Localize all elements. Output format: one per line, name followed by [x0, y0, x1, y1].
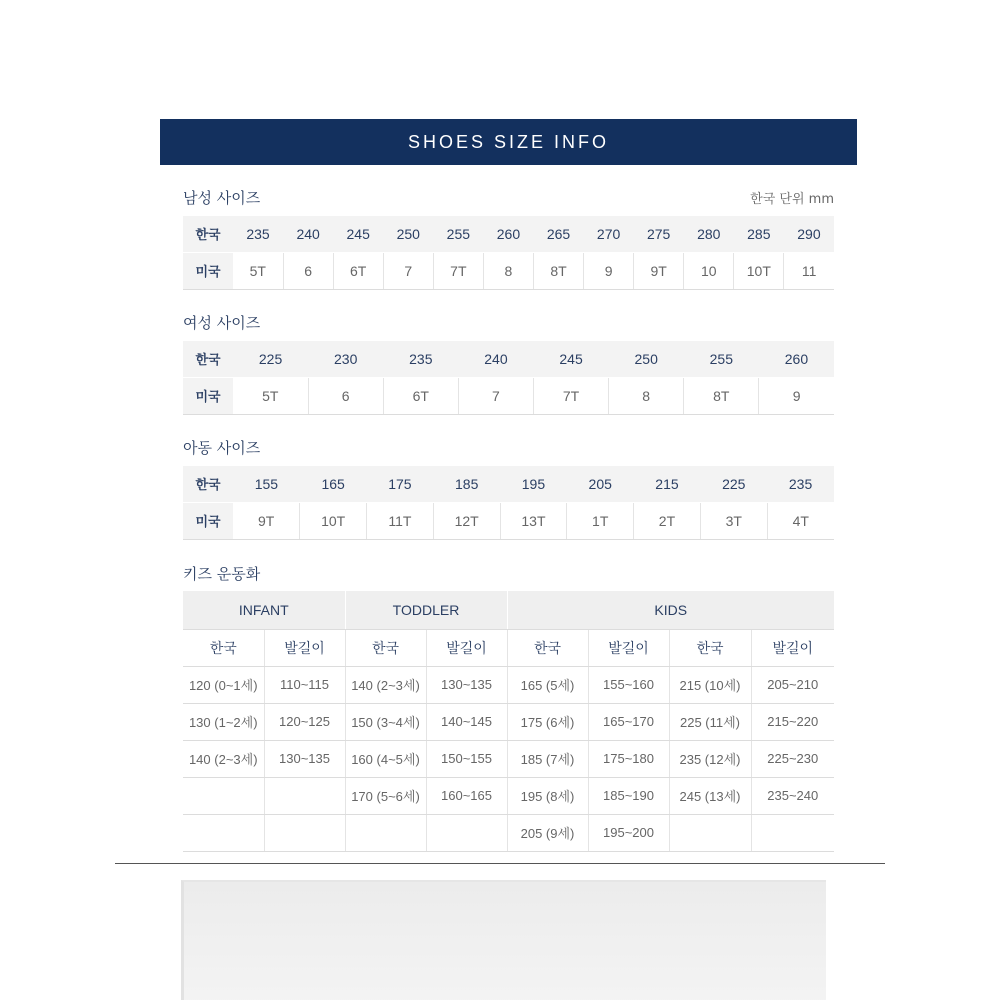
- table-cell: 140 (2~3세): [183, 740, 264, 777]
- table-cell: 195 (8세): [507, 777, 588, 814]
- table-cell: 265: [533, 216, 583, 252]
- table-cell: 175 (6세): [507, 703, 588, 740]
- table-cell: 7T: [534, 377, 609, 414]
- table-cell: 235~240: [751, 777, 834, 814]
- table-cell: 205: [567, 466, 634, 502]
- table-cell: 130~135: [264, 740, 345, 777]
- table-cell: 13T: [500, 502, 567, 539]
- table-cell: 205 (9세): [507, 814, 588, 851]
- table-cell: 150 (3~4세): [345, 703, 426, 740]
- table-cell: 7: [383, 252, 433, 289]
- table-cell: 255: [684, 341, 759, 377]
- group-kids: KIDS: [507, 591, 834, 629]
- children-us-row: [183, 502, 834, 539]
- children-size-title: 아동 사이즈: [183, 439, 261, 457]
- table-cell: 3T: [700, 502, 767, 539]
- table-cell: 120~125: [264, 703, 345, 740]
- sub-header: 한국: [183, 629, 264, 666]
- women-size-table: [183, 341, 834, 415]
- table-cell: 225~230: [751, 740, 834, 777]
- table-cell: 155~160: [588, 666, 669, 703]
- table-cell: 8: [609, 377, 684, 414]
- table-cell: 275: [634, 216, 684, 252]
- table-cell: 225: [700, 466, 767, 502]
- table-cell: 280: [684, 216, 734, 252]
- table-cell: 9: [584, 252, 634, 289]
- table-cell: 2T: [634, 502, 701, 539]
- table-row: [183, 703, 834, 740]
- table-cell: 130~135: [426, 666, 507, 703]
- table-cell: 8T: [684, 377, 759, 414]
- table-cell: 285: [734, 216, 784, 252]
- table-cell: 235: [233, 216, 283, 252]
- table-cell: 4T: [767, 502, 834, 539]
- table-cell: 7: [458, 377, 533, 414]
- table-cell: 9T: [233, 502, 300, 539]
- table-cell: 6: [283, 252, 333, 289]
- women-size-title: 여성 사이즈: [183, 314, 261, 332]
- table-cell: 160 (4~5세): [345, 740, 426, 777]
- men-us-row: [183, 252, 834, 289]
- table-cell: 140 (2~3세): [345, 666, 426, 703]
- table-cell: 140~145: [426, 703, 507, 740]
- table-cell: 165 (5세): [507, 666, 588, 703]
- unit-note: 한국 단위 mm: [750, 192, 834, 207]
- table-cell: 195: [500, 466, 567, 502]
- table-cell: [183, 814, 264, 851]
- sub-header: 발길이: [588, 629, 669, 666]
- sub-header: 한국: [507, 629, 588, 666]
- table-cell: 160~165: [426, 777, 507, 814]
- table-cell: 5T: [233, 377, 308, 414]
- table-cell: 185 (7세): [507, 740, 588, 777]
- children-kr-row: [183, 466, 834, 502]
- table-cell: [183, 777, 264, 814]
- sub-header: 한국: [669, 629, 751, 666]
- table-cell: 9: [759, 377, 834, 414]
- table-cell: 195~200: [588, 814, 669, 851]
- table-cell: 12T: [433, 502, 500, 539]
- row-label-us: 미국: [183, 502, 233, 539]
- table-cell: 245: [534, 341, 609, 377]
- kids-shoes-table: [183, 591, 834, 852]
- table-cell: 11T: [367, 502, 434, 539]
- table-row: [183, 666, 834, 703]
- table-cell: 250: [609, 341, 684, 377]
- bottom-image-panel: [181, 880, 826, 1000]
- table-cell: [426, 814, 507, 851]
- kids-group-header-row: [183, 591, 834, 629]
- table-cell: 6T: [383, 377, 458, 414]
- row-label-kr: 한국: [183, 216, 233, 252]
- table-cell: 150~155: [426, 740, 507, 777]
- table-cell: 1T: [567, 502, 634, 539]
- table-cell: 5T: [233, 252, 283, 289]
- group-infant: INFANT: [183, 591, 345, 629]
- table-cell: 185~190: [588, 777, 669, 814]
- table-cell: [669, 814, 751, 851]
- women-us-row: [183, 377, 834, 414]
- table-cell: 10: [684, 252, 734, 289]
- table-cell: [264, 814, 345, 851]
- table-cell: 11: [784, 252, 834, 289]
- group-toddler: TODDLER: [345, 591, 507, 629]
- row-label-kr: 한국: [183, 466, 233, 502]
- table-cell: 260: [759, 341, 834, 377]
- sub-header: 발길이: [426, 629, 507, 666]
- table-cell: 165~170: [588, 703, 669, 740]
- table-cell: 225: [233, 341, 308, 377]
- table-row: [183, 814, 834, 851]
- table-cell: 10T: [300, 502, 367, 539]
- children-size-table: [183, 466, 834, 540]
- table-cell: 215 (10세): [669, 666, 751, 703]
- table-cell: 175: [367, 466, 434, 502]
- table-cell: 240: [283, 216, 333, 252]
- table-cell: 170 (5~6세): [345, 777, 426, 814]
- table-cell: 235: [767, 466, 834, 502]
- table-cell: 205~210: [751, 666, 834, 703]
- horizontal-divider: [115, 863, 885, 864]
- kids-shoes-title: 키즈 운동화: [183, 565, 261, 583]
- table-row: [183, 777, 834, 814]
- table-cell: 235 (12세): [669, 740, 751, 777]
- table-cell: 6T: [333, 252, 383, 289]
- men-size-title: 남성 사이즈: [183, 189, 261, 207]
- table-cell: 240: [458, 341, 533, 377]
- men-size-table: [183, 216, 834, 290]
- table-cell: 130 (1~2세): [183, 703, 264, 740]
- table-cell: [264, 777, 345, 814]
- table-cell: 225 (11세): [669, 703, 751, 740]
- table-cell: 7T: [433, 252, 483, 289]
- women-kr-row: [183, 341, 834, 377]
- row-label-us: 미국: [183, 252, 233, 289]
- table-cell: 230: [308, 341, 383, 377]
- table-cell: 260: [483, 216, 533, 252]
- sub-header: 발길이: [264, 629, 345, 666]
- table-cell: 245: [333, 216, 383, 252]
- table-cell: 9T: [634, 252, 684, 289]
- table-cell: 215: [634, 466, 701, 502]
- table-cell: 165: [300, 466, 367, 502]
- table-cell: 215~220: [751, 703, 834, 740]
- table-cell: 6: [308, 377, 383, 414]
- row-label-kr: 한국: [183, 341, 233, 377]
- table-row: [183, 740, 834, 777]
- table-cell: 10T: [734, 252, 784, 289]
- sub-header: 발길이: [751, 629, 834, 666]
- table-cell: 270: [584, 216, 634, 252]
- table-cell: 245 (13세): [669, 777, 751, 814]
- page-banner: SHOES SIZE INFO: [160, 119, 857, 165]
- men-kr-row: [183, 216, 834, 252]
- table-cell: 110~115: [264, 666, 345, 703]
- table-cell: 250: [383, 216, 433, 252]
- table-cell: 8: [483, 252, 533, 289]
- table-cell: 255: [433, 216, 483, 252]
- row-label-us: 미국: [183, 377, 233, 414]
- kids-sub-header-row: [183, 629, 834, 666]
- table-cell: 120 (0~1세): [183, 666, 264, 703]
- table-cell: 8T: [533, 252, 583, 289]
- table-cell: 175~180: [588, 740, 669, 777]
- table-cell: 185: [433, 466, 500, 502]
- sub-header: 한국: [345, 629, 426, 666]
- table-cell: 155: [233, 466, 300, 502]
- table-cell: 290: [784, 216, 834, 252]
- table-cell: 235: [383, 341, 458, 377]
- table-cell: [345, 814, 426, 851]
- table-cell: [751, 814, 834, 851]
